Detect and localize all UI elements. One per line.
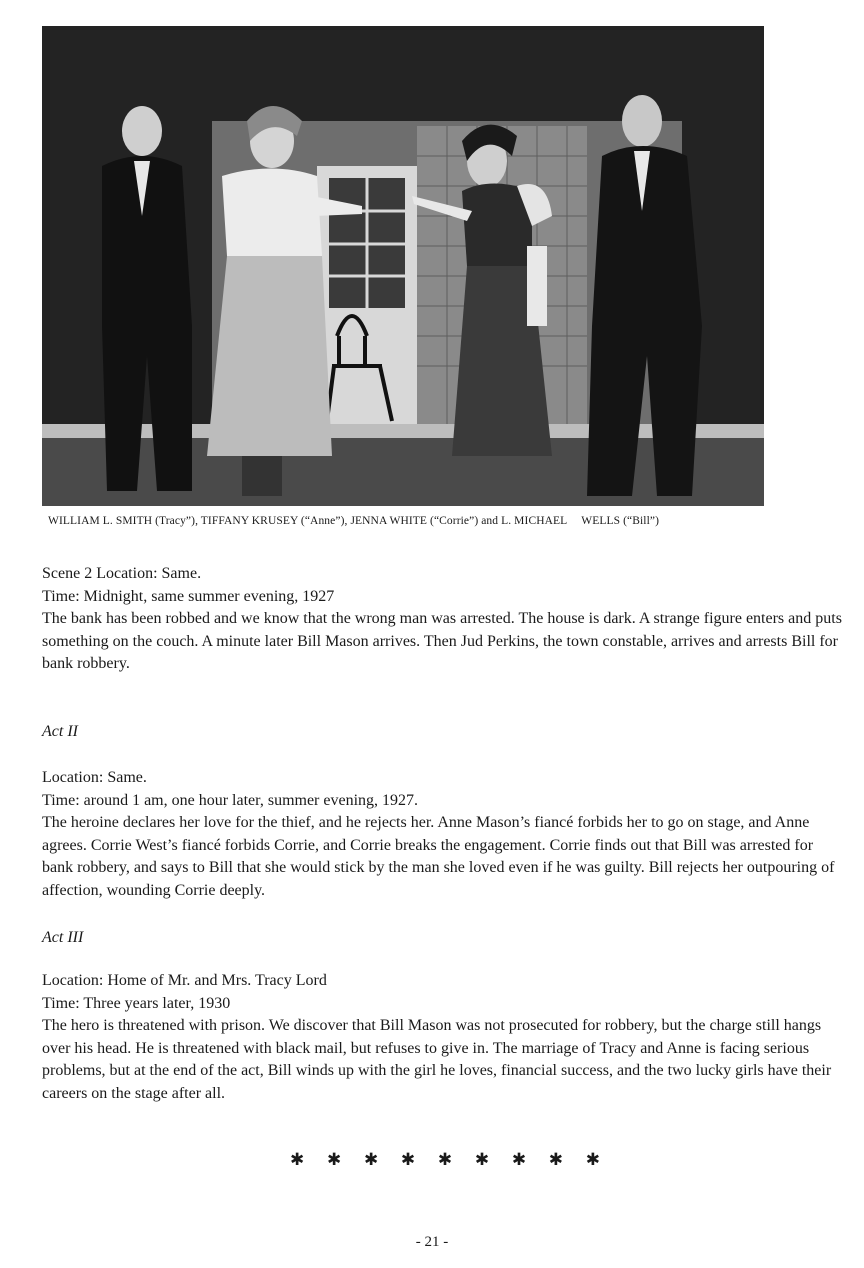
scene-2-section xyxy=(42,563,842,676)
separator-star: ✱ xyxy=(511,1150,527,1170)
act-2-heading-block xyxy=(42,721,842,744)
act-3-heading: Act III xyxy=(42,929,84,946)
act-3-section xyxy=(42,970,842,1105)
act-3-location: Location: Home of Mr. and Mrs. Tracy Lord xyxy=(42,972,327,989)
separator-star: ✱ xyxy=(290,1150,305,1170)
page-number: - 21 - xyxy=(415,1234,449,1250)
separator-star: ✱ xyxy=(326,1150,342,1170)
scene-2-location: Scene 2 Location: Same. xyxy=(42,565,202,582)
act-2-heading: Act II xyxy=(42,723,78,740)
separator-star: ✱ xyxy=(400,1150,416,1170)
act-3-synopsis: The hero is threatened with prison. We discover that Bill Mason was not prosecuted for robbery, but the charge still hangs over his head. He is threatened with black mail, but refuses to give in. The marriage of Tracy and Anne is facing serious problems, but at the end of the act, Bill winds up with the girl he loves, financial success, and the two lucky girls have their careers on the stage after all. xyxy=(42,1017,832,1102)
separator-star: ✱ xyxy=(585,1150,600,1170)
stage-photo xyxy=(42,26,764,506)
separator-star: ✱ xyxy=(474,1150,490,1170)
act-2-location: Location: Same. xyxy=(42,769,147,786)
scene-2-time: Time: Midnight, same summer evening, 1927 xyxy=(42,587,335,605)
separator-star: ✱ xyxy=(437,1150,453,1170)
act-3-heading-block xyxy=(42,927,842,950)
photo-caption xyxy=(48,515,808,527)
act-2-synopsis: The heroine declares her love for the thief, and he rejects her. Anne Mason’s fiancé forbids her to go on stage, and Anne agrees. Corrie West’s fiancé forbids Corrie, and Corrie breaks the engagement. Corrie finds out that Bill was arrested for bank robbery, and says to Bill that she would stick by the man she loved even if he was guilty. Bill rejects her outpouring of affection, wounding Corrie deeply. xyxy=(42,814,835,899)
section-separator xyxy=(290,1150,600,1170)
caption-names: WILLIAM L. SMITH (Tracy”), TIFFANY KRUSEY (“Anne”), JENNA WHITE (“Corrie”) and L. MICHAEL xyxy=(48,515,568,527)
act-2-section xyxy=(42,767,842,902)
stage-photo-illustration xyxy=(42,26,764,506)
separator-star: ✱ xyxy=(363,1150,379,1170)
separator-star: ✱ xyxy=(548,1150,564,1170)
act-2-time: Time: around 1 am, one hour later, summer evening, 1927. xyxy=(42,791,419,809)
act-3-time: Time: Three years later, 1930 xyxy=(42,994,231,1012)
scene-2-synopsis: The bank has been robbed and we know that the wrong man was arrested. The house is dark. A strange figure enters and puts something on the couch. A minute later Bill Mason arrives. Then Jud Perkins, the town constable, arrives and arrests Bill for bank robbery. xyxy=(42,610,842,672)
caption-names-continued: WELLS (“Bill”) xyxy=(581,515,660,527)
